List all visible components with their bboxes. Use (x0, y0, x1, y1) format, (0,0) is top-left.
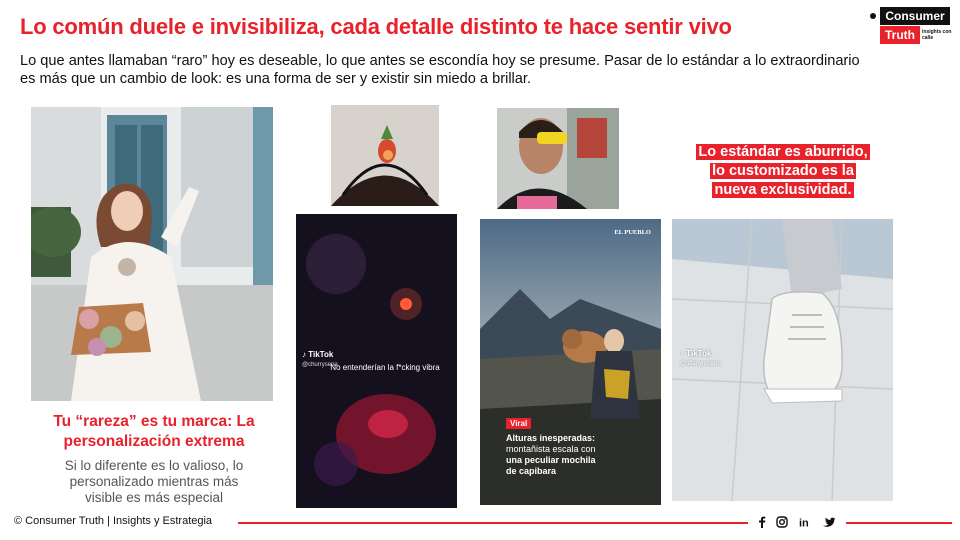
tiktok-logo-icon: ♪ (680, 349, 684, 358)
photo-tiktok-capybara-mountain (480, 219, 661, 505)
tiktok-watermark: TikTok (686, 349, 712, 358)
tiktok-logo-icon: ♪ (302, 350, 306, 359)
logo-dot (870, 13, 876, 19)
caption-heading-line: personalización extrema (63, 433, 245, 450)
tiktok-handle: @churrysena (302, 362, 338, 368)
svg-text:in: in (799, 517, 809, 530)
photo-man-sunglasses (497, 108, 619, 209)
caption-heading-line: Tu “rareza” es tu marca: La (53, 413, 255, 430)
instagram-icon[interactable] (774, 514, 790, 530)
tiktok-watermark: TikTok (308, 350, 334, 359)
consumer-truth-logo (868, 6, 952, 48)
headline-line: montañista escala con (506, 444, 596, 454)
caption-heading (28, 412, 280, 452)
headline-line: una peculiar mochila (506, 455, 596, 465)
footer-divider (238, 522, 748, 524)
callout-line: Lo estándar es aburrido, (698, 144, 868, 160)
slide-title: Lo común duele e invisibiliza, cada detalle distinto te hace sentir vivo (20, 14, 732, 39)
photo-tiktok-custom-sneaker (672, 219, 893, 501)
twitter-icon[interactable] (820, 514, 836, 530)
footer-divider (846, 522, 952, 524)
news-headline (506, 433, 656, 477)
caption-body-line: Si lo diferente es lo valioso, lo (64, 458, 244, 473)
logo-truth: Truth (880, 26, 920, 44)
photo-tiktok-night-vibes (296, 214, 457, 508)
caption-body-line: personalizado mientras más (69, 474, 239, 489)
logo-tagline: insights con calle (922, 29, 952, 41)
callout-line: lo customizado es la (712, 163, 854, 179)
customization-callout (672, 143, 894, 200)
intro-paragraph: Lo que antes llamaban “raro” hoy es deseable, lo que antes se escondía hoy se presume. Pasar de lo estándar a lo extraordinario es más que un cambio de look: es una forma de ser y existir sin miedo a brillar. (20, 53, 860, 87)
headline-line: Alturas inesperadas: (506, 433, 596, 443)
callout-line: nueva exclusividad. (714, 182, 852, 198)
tiktok-caption: No entenderían la f*cking vibra (330, 363, 440, 372)
news-brand: EL PUEBLO (614, 229, 651, 236)
viral-badge: Viral (506, 418, 531, 429)
facebook-icon[interactable] (754, 514, 770, 530)
caption-body-line: visible es más especial (84, 490, 224, 505)
headline-line: de capibara (506, 466, 557, 476)
photo-woman-custom-bag (31, 107, 273, 401)
footer-copyright: © Consumer Truth | Insights y Estrategia (14, 515, 213, 527)
linkedin-icon[interactable] (797, 514, 813, 530)
tiktok-handle: @tiffanyurbano (680, 361, 721, 367)
photo-headband-accessory (331, 105, 439, 206)
logo-consumer: Consumer (880, 7, 950, 25)
caption-body (28, 458, 280, 506)
